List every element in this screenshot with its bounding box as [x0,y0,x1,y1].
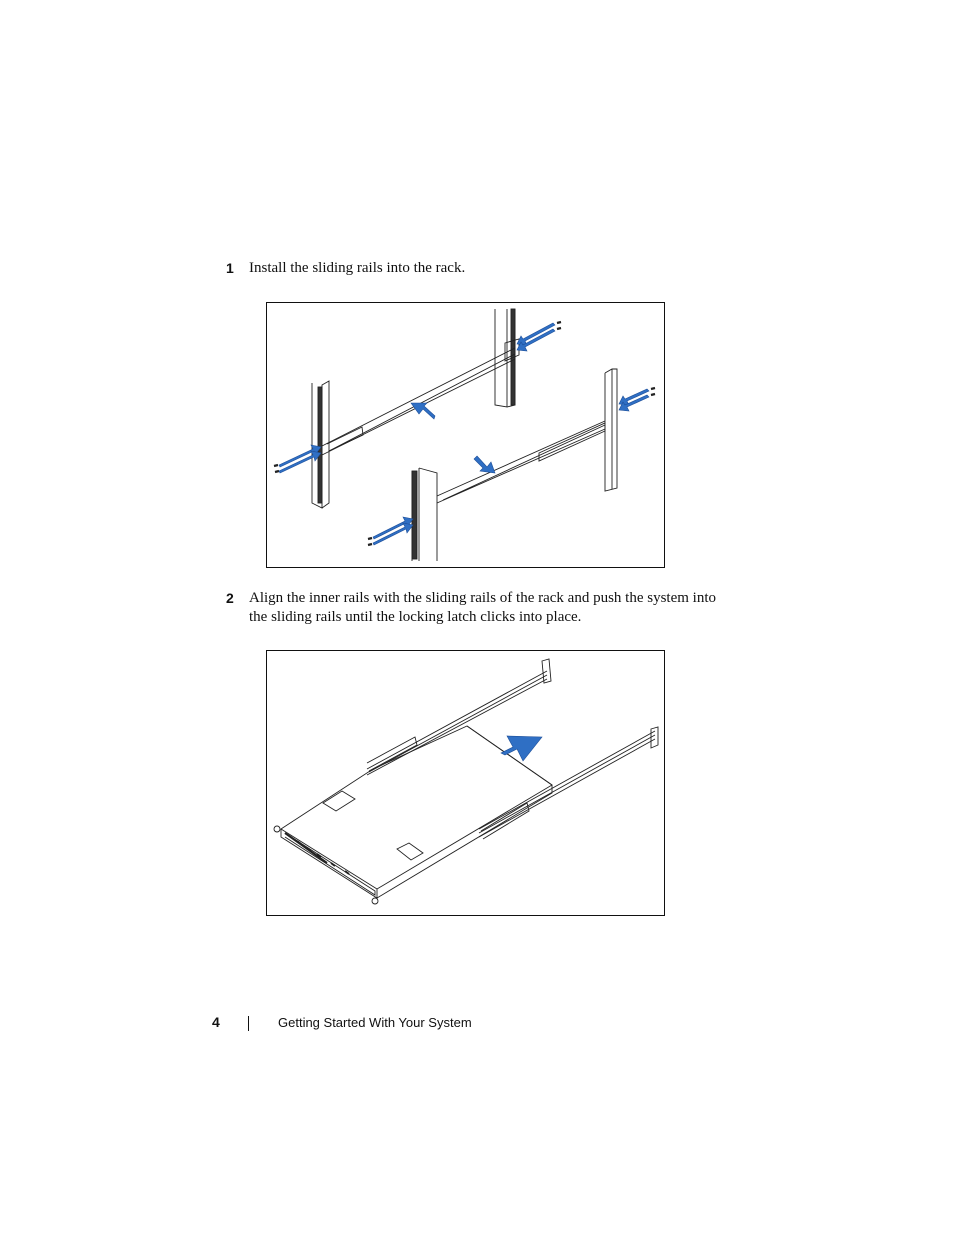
step-text: Align the inner rails with the sliding rails of the rack and push the system into the sliding rails until the locking latch clicks into place. [249,590,716,625]
page-number: 4 [212,1014,220,1030]
step-1 [226,259,726,279]
step-number: 1 [226,260,234,276]
rack-rails-illustration [267,303,664,567]
figure-push-system-into-rails [266,650,665,916]
step-text: Install the sliding rails into the rack. [249,260,466,276]
page-footer [212,1014,612,1034]
server-rails-illustration [267,651,664,915]
step-2 [226,589,726,629]
figure-install-sliding-rails [266,302,665,568]
footer-divider [248,1016,249,1031]
step-number: 2 [226,590,234,606]
section-title: Getting Started With Your System [278,1015,472,1030]
